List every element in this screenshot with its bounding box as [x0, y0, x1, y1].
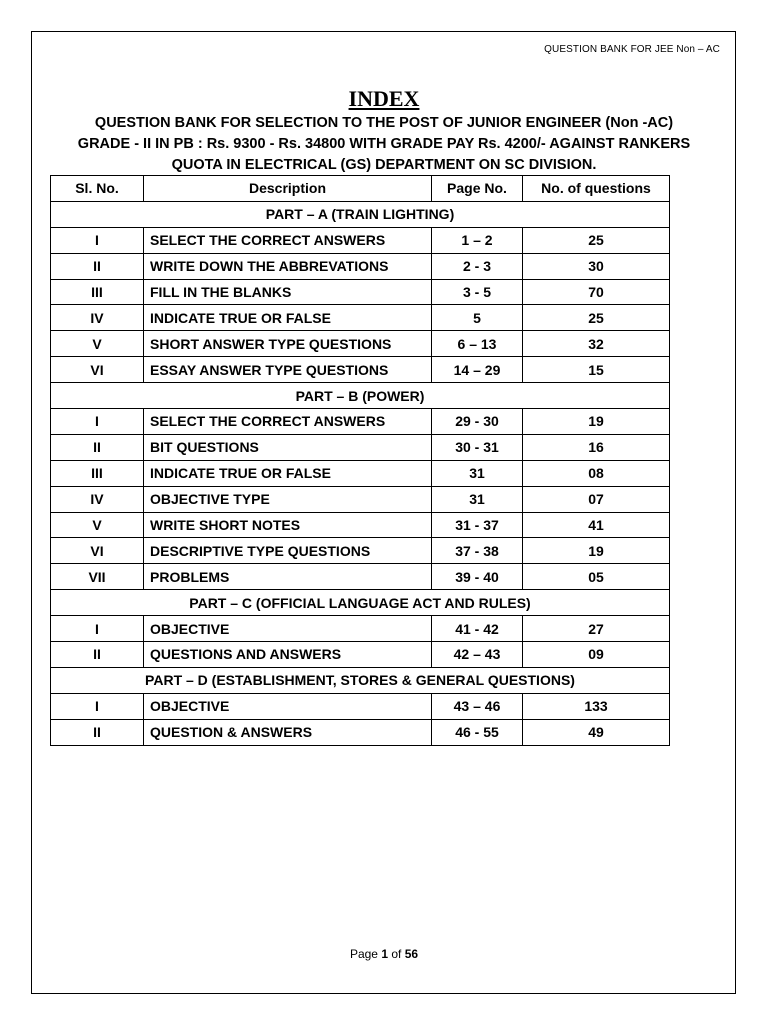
row-page-no: 31 - 37: [432, 512, 523, 538]
section-title: PART – B (POWER): [51, 383, 670, 409]
row-num-questions: 08: [523, 460, 670, 486]
row-description: OBJECTIVE: [144, 616, 432, 642]
row-num-questions: 27: [523, 616, 670, 642]
row-description: OBJECTIVE: [144, 693, 432, 719]
row-num-questions: 70: [523, 279, 670, 305]
table-row: [51, 253, 670, 279]
table-row: [51, 409, 670, 435]
row-description: FILL IN THE BLANKS: [144, 279, 432, 305]
table-row: [51, 434, 670, 460]
section-title: PART – A (TRAIN LIGHTING): [51, 201, 670, 227]
row-description: INDICATE TRUE OR FALSE: [144, 305, 432, 331]
table-row: [51, 616, 670, 642]
table-header-row: [51, 176, 670, 202]
row-page-no: 3 - 5: [432, 279, 523, 305]
row-description: QUESTION & ANSWERS: [144, 719, 432, 745]
section-row: [51, 383, 670, 409]
table-row: [51, 227, 670, 253]
table-row: [51, 486, 670, 512]
row-description: WRITE SHORT NOTES: [144, 512, 432, 538]
row-description: SHORT ANSWER TYPE QUESTIONS: [144, 331, 432, 357]
row-description: ESSAY ANSWER TYPE QUESTIONS: [144, 357, 432, 383]
row-page-no: 14 – 29: [432, 357, 523, 383]
row-num-questions: 16: [523, 434, 670, 460]
footer-middle: of: [388, 947, 405, 961]
header-description: Description: [144, 176, 432, 202]
table-row: [51, 693, 670, 719]
index-table: [50, 175, 670, 746]
subtitle-line: QUOTA IN ELECTRICAL (GS) DEPARTMENT ON SC DIVISION.: [171, 157, 597, 173]
row-page-no: 46 - 55: [432, 719, 523, 745]
row-sl-no: II: [51, 719, 144, 745]
section-row: [51, 201, 670, 227]
table-row: [51, 305, 670, 331]
table-row: [51, 719, 670, 745]
row-num-questions: 30: [523, 253, 670, 279]
footer-prefix: Page: [349, 947, 382, 961]
row-sl-no: IV: [51, 305, 144, 331]
row-description: OBJECTIVE TYPE: [144, 486, 432, 512]
row-description: DESCRIPTIVE TYPE QUESTIONS: [144, 538, 432, 564]
row-sl-no: VI: [51, 538, 144, 564]
row-page-no: 2 - 3: [432, 253, 523, 279]
row-sl-no: V: [51, 331, 144, 357]
table-row: [51, 512, 670, 538]
row-sl-no: II: [51, 253, 144, 279]
row-page-no: 5: [432, 305, 523, 331]
row-sl-no: I: [51, 409, 144, 435]
table-row: [51, 564, 670, 590]
table-body: [51, 201, 670, 745]
section-row: [51, 667, 670, 693]
row-num-questions: 32: [523, 331, 670, 357]
row-num-questions: 19: [523, 538, 670, 564]
row-sl-no: III: [51, 279, 144, 305]
table-row: [51, 357, 670, 383]
table-row: [51, 279, 670, 305]
row-sl-no: I: [51, 616, 144, 642]
row-description: WRITE DOWN THE ABBREVATIONS: [144, 253, 432, 279]
header-page-no: Page No.: [432, 176, 523, 202]
footer-current-page: 1: [381, 947, 388, 961]
row-description: INDICATE TRUE OR FALSE: [144, 460, 432, 486]
row-page-no: 31: [432, 460, 523, 486]
table-row: [51, 642, 670, 668]
row-sl-no: III: [51, 460, 144, 486]
header-num-questions: No. of questions: [523, 176, 670, 202]
row-num-questions: 07: [523, 486, 670, 512]
document-subtitle: [50, 113, 718, 176]
row-sl-no: I: [51, 227, 144, 253]
row-page-no: 6 – 13: [432, 331, 523, 357]
row-num-questions: 09: [523, 642, 670, 668]
table-row: [51, 460, 670, 486]
page-footer: [0, 947, 768, 961]
section-title: PART – C (OFFICIAL LANGUAGE ACT AND RULES): [51, 590, 670, 616]
row-page-no: 30 - 31: [432, 434, 523, 460]
subtitle-line: QUESTION BANK FOR SELECTION TO THE POST OF JUNIOR ENGINEER (Non -AC): [94, 115, 674, 131]
footer-total-pages: 56: [404, 947, 419, 961]
row-page-no: 43 – 46: [432, 693, 523, 719]
row-description: PROBLEMS: [144, 564, 432, 590]
row-page-no: 1 – 2: [432, 227, 523, 253]
section-title: PART – D (ESTABLISHMENT, STORES & GENERAL QUESTIONS): [51, 667, 670, 693]
section-row: [51, 590, 670, 616]
row-num-questions: 25: [523, 227, 670, 253]
row-sl-no: II: [51, 434, 144, 460]
row-num-questions: 05: [523, 564, 670, 590]
row-page-no: 29 - 30: [432, 409, 523, 435]
row-sl-no: VII: [51, 564, 144, 590]
header-sl-no: Sl. No.: [51, 176, 144, 202]
row-num-questions: 133: [523, 693, 670, 719]
table-row: [51, 538, 670, 564]
row-num-questions: 15: [523, 357, 670, 383]
row-page-no: 31: [432, 486, 523, 512]
table-row: [51, 331, 670, 357]
row-page-no: 37 - 38: [432, 538, 523, 564]
row-description: QUESTIONS AND ANSWERS: [144, 642, 432, 668]
row-description: SELECT THE CORRECT ANSWERS: [144, 409, 432, 435]
page-title: INDEX: [348, 86, 420, 111]
row-num-questions: 25: [523, 305, 670, 331]
subtitle-line: GRADE - II IN PB : Rs. 9300 - Rs. 34800 WITH GRADE PAY Rs. 4200/- AGAINST RANKERS: [77, 136, 691, 152]
row-description: SELECT THE CORRECT ANSWERS: [144, 227, 432, 253]
row-num-questions: 49: [523, 719, 670, 745]
running-header: QUESTION BANK FOR JEE Non – AC: [544, 44, 720, 55]
row-description: BIT QUESTIONS: [144, 434, 432, 460]
row-sl-no: I: [51, 693, 144, 719]
row-page-no: 42 – 43: [432, 642, 523, 668]
row-num-questions: 41: [523, 512, 670, 538]
row-page-no: 41 - 42: [432, 616, 523, 642]
row-sl-no: V: [51, 512, 144, 538]
row-sl-no: VI: [51, 357, 144, 383]
row-sl-no: II: [51, 642, 144, 668]
row-sl-no: IV: [51, 486, 144, 512]
row-page-no: 39 - 40: [432, 564, 523, 590]
row-num-questions: 19: [523, 409, 670, 435]
